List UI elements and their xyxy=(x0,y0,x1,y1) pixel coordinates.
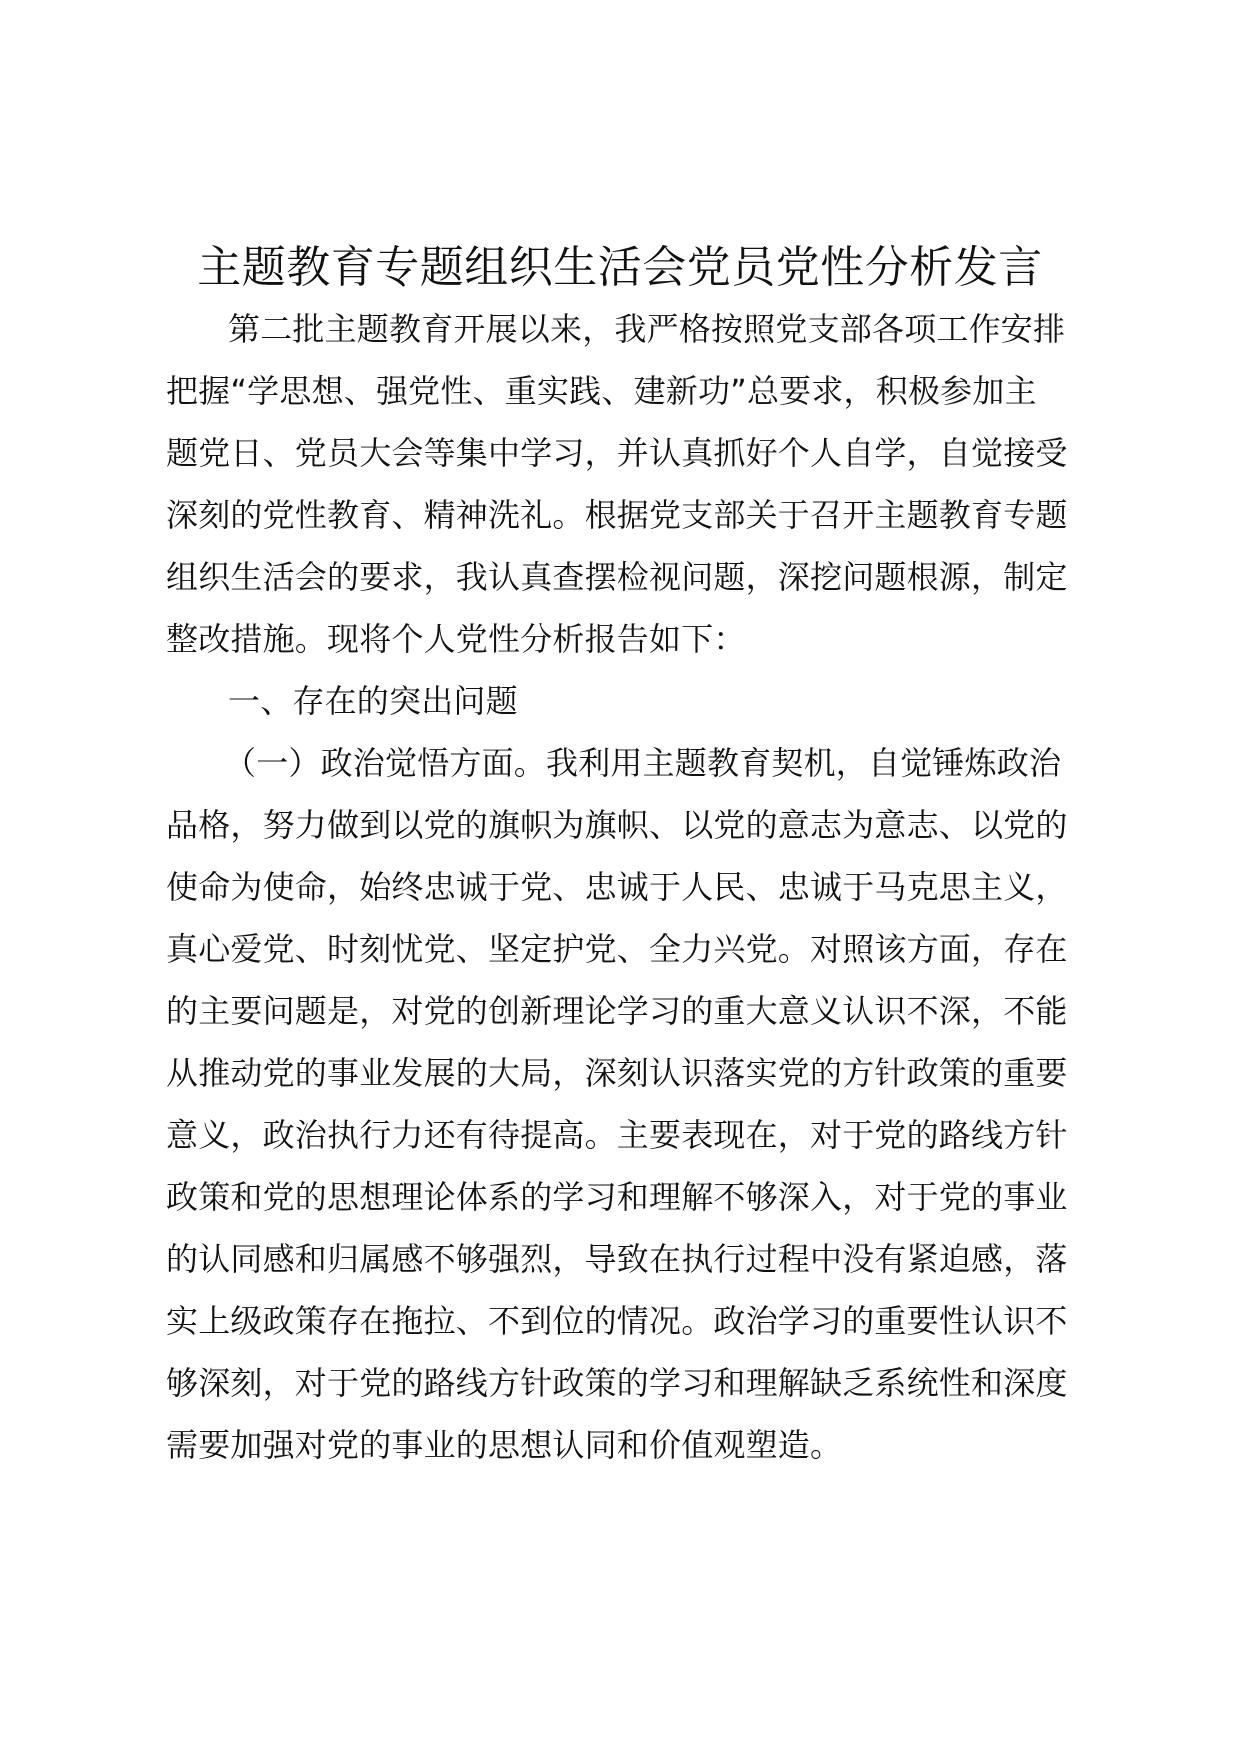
paragraph-line: 需要加强对党的事业的思想认同和价值观塑造。 xyxy=(166,1426,843,1464)
document-body xyxy=(166,298,1096,1476)
paragraph-line: 第二批主题教育开展以来，我严格按照党支部各项工作安排 xyxy=(228,310,1066,348)
paragraph-line: 的认同感和归属感不够强烈，导致在执行过程中没有紧迫感，落 xyxy=(166,1240,1068,1278)
paragraph-line: 够深刻，对于党的路线方针政策的学习和理解缺乏系统性和深度 xyxy=(166,1364,1068,1402)
paragraph-line: 政策和党的思想理论体系的学习和理解不够深入，对于党的事业 xyxy=(166,1178,1068,1216)
section-heading: 一、存在的突出问题 xyxy=(228,682,518,720)
paragraph-line: 从推动党的事业发展的大局，深刻认识落实党的方针政策的重要 xyxy=(166,1054,1068,1092)
paragraph-line: 把握“学思想、强党性、重实践、建新功”总要求，积极参加主 xyxy=(166,372,1037,410)
paragraph-line: 实上级政策存在拖拉、不到位的情况。政治学习的重要性认识不 xyxy=(166,1302,1068,1340)
paragraph-line: 品格，努力做到以党的旗帜为旗帜、以党的意志为意志、以党的 xyxy=(166,806,1068,844)
paragraph-line: 使命为使命，始终忠诚于党、忠诚于人民、忠诚于马克思主义， xyxy=(166,868,1068,906)
paragraph-line: 题党日、党员大会等集中学习，并认真抓好个人自学，自觉接受 xyxy=(166,434,1068,472)
paragraph-line: 真心爱党、时刻忧党、坚定护党、全力兴党。对照该方面，存在 xyxy=(166,930,1068,968)
paragraph-line: （一）政治觉悟方面。我利用主题教育契机，自觉锤炼政治 xyxy=(224,744,1062,782)
document-title: 主题教育专题组织生活会党员党性分析发言 xyxy=(197,242,1043,293)
paragraph-line: 深刻的党性教育、精神洗礼。根据党支部关于召开主题教育专题 xyxy=(166,496,1068,534)
paragraph-line: 组织生活会的要求，我认真查摆检视问题，深挖问题根源，制定 xyxy=(166,558,1068,596)
paragraph-line: 整改措施。现将个人党性分析报告如下： xyxy=(166,620,746,658)
paragraph-line: 意义，政治执行力还有待提高。主要表现在，对于党的路线方针 xyxy=(166,1116,1068,1154)
paragraph-line: 的主要问题是，对党的创新理论学习的重大意义认识不深，不能 xyxy=(166,992,1068,1030)
